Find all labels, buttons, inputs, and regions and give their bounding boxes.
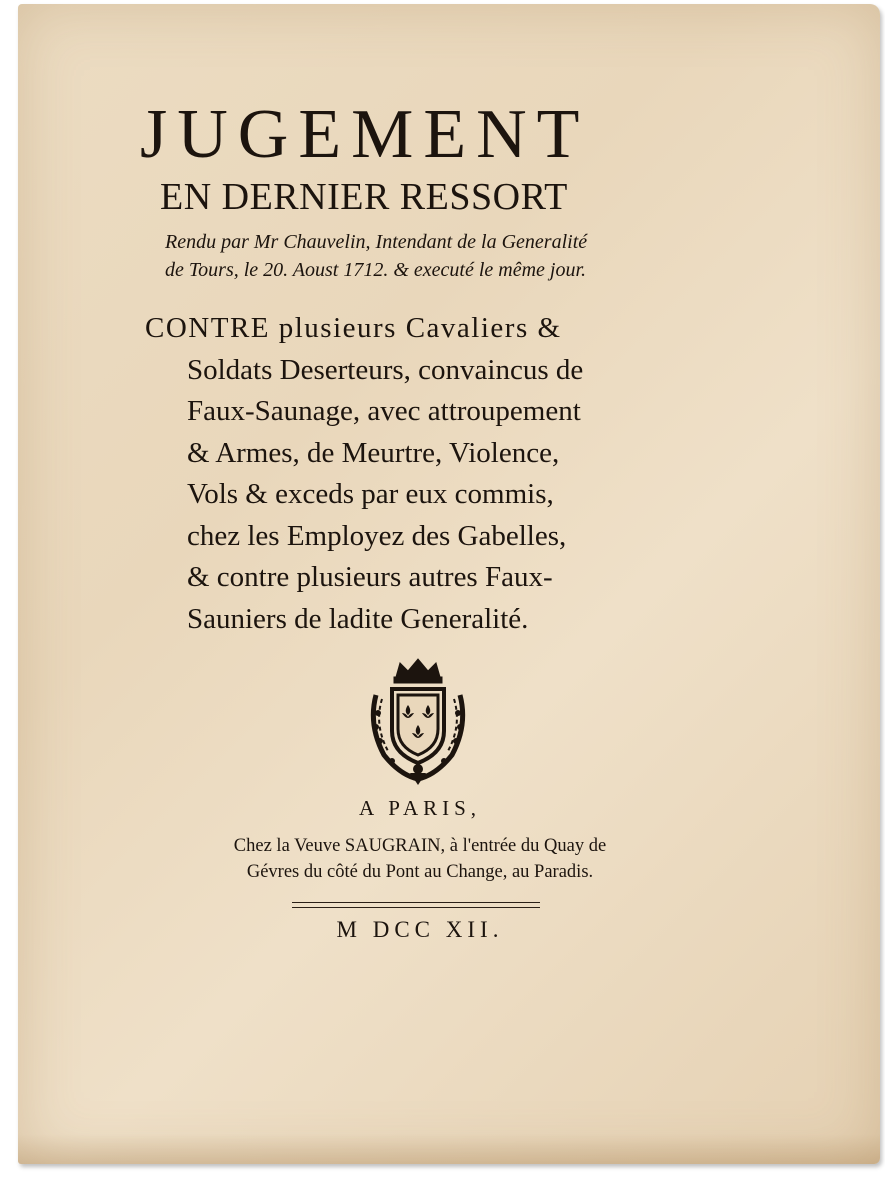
contre-line: & contre plusieurs autres Faux- — [187, 561, 553, 593]
rendu-paragraph — [165, 228, 685, 284]
document-title: JUGEMENT — [140, 96, 590, 173]
contre-line: Faux-Saunage, avec attroupement — [187, 395, 581, 427]
contre-line: CONTRE plusieurs Cavaliers & — [145, 312, 562, 344]
contre-line: Sauniers de ladite Generalité. — [187, 602, 529, 635]
royal-arms-icon — [362, 655, 474, 787]
imprint-line: Gévres du côté du Pont au Change, au Paradis. — [246, 862, 594, 882]
contre-line: Vols & exceds par eux commis, — [187, 478, 554, 510]
divider-rule — [292, 902, 540, 908]
contre-line: chez les Employez des Gabelles, — [187, 519, 567, 552]
publication-date: M DCC XII. — [336, 917, 504, 942]
contre-line: & Armes, de Meurtre, Violence, — [187, 436, 560, 469]
imprint-city: A PARIS, — [358, 796, 482, 820]
document-subtitle: EN DERNIER RESSORT — [160, 176, 568, 218]
contre-line: Soldats Deserteurs, convaincus de — [187, 353, 584, 386]
imprint — [140, 796, 700, 885]
imprint-line: Chez la Veuve SAUGRAIN, à l'entrée du Quay de — [233, 836, 607, 856]
rendu-line: de Tours, le 20. Aoust 1712. & executé le même jour. — [165, 259, 587, 281]
contre-paragraph — [145, 308, 690, 640]
rendu-line: Rendu par Mr Chauvelin, Intendant de la Generalité — [165, 231, 588, 253]
